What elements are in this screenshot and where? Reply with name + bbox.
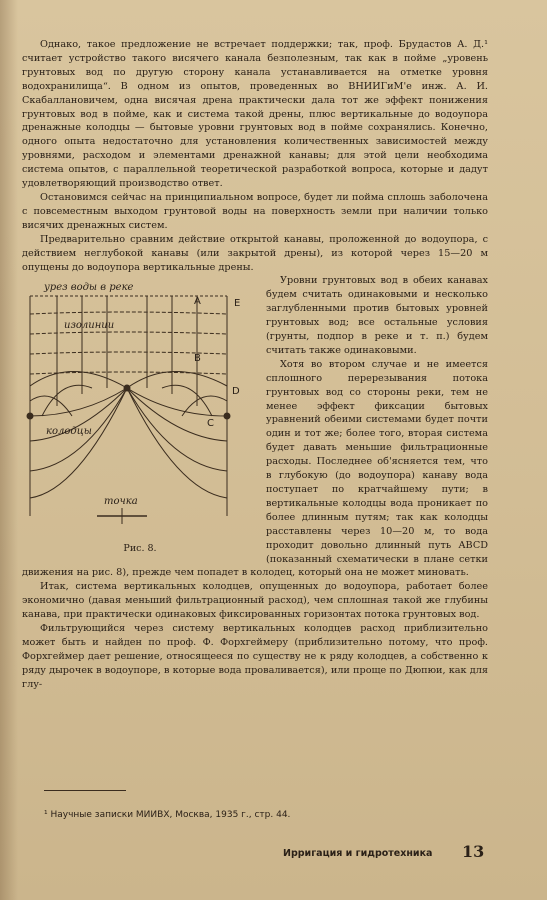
point-e-label: E bbox=[234, 298, 241, 310]
flow-net-diagram bbox=[22, 276, 258, 538]
fig-label-top: урез воды в реке bbox=[44, 282, 134, 294]
fig-label-isolines: изолинии bbox=[64, 320, 115, 332]
figure-8 bbox=[22, 276, 258, 561]
fig-label-bottom: точка bbox=[104, 496, 138, 508]
paragraph-6: Итак, система вертикальных колодцев, опущенных до водоупора, работает более экономично (давая меньший фильтрационный расход), чем сплошная такой же глубины канава, при практически одинаковых фиксированных горизонтах потока грунтовых вод. bbox=[22, 581, 488, 621]
journal-title: Ирригация и гидротехника bbox=[283, 848, 433, 859]
paragraph-1: Однако, такое предложение не встречает поддержки; так, проф. Брудастов А. Д.¹ считает устройство такого висячего канала безполезным, так как в пойме „уровень грунтовых вод по другую сторону канала устанавливается на отметке уровня водохранилища“. В одном из опытов, проведенных во ВНИИГиМ'е инж. А. И. Скабаллановичем, одна висячая дрена практически дала тот же эффект понижения грунтовых вод в пойме, как и система такой дрены, плюс вертикальные до водоупора дренажные колодцы — бытовые уровни грунтовых вод в пойме сохранялись. Конечно, одного опыта недостаточно для установления количественных зависимостей между уровнями, расходом и элементами дренажной канавы; для этой цели необходима система опытов, с параллельной теоретической разработкой вопроса, которые и дадут удовлетворяющий производство ответ. bbox=[22, 39, 488, 190]
fig-label-wells: колодцы bbox=[46, 426, 92, 438]
point-a-label: A bbox=[194, 296, 201, 308]
paragraph-2: Остановимся сейчас на принципиальном вопросе, будет ли пойма сплошь заболочена с повсеместным выходом грунтовой воды на поверхность земли при наличии только висячих дренажных систем. bbox=[22, 191, 488, 231]
paragraph-5: Хотя во втором случае и не имеется сплошного перерезывания потока грунтовых вод со стороны реки, тем не менее эффект фиксации бытовых уравнений обеими системами будет почти один и тот же; более того, вторая система будет давать меньшие фильтрационные расходы. Последнее об'ясняется тем, что в глубокую (до водоупора) канаву вода поступает по кратчайшему пути; в вертикальные колодцы вода проникает по более длинным путям; так как колодцы расставлены через 10—20 м, то вода проходит довольно длинный путь ABCD (показанный схематически в плане сетки движения на рис. 8), прежде чем попадет в колодец, который она не может миновать. bbox=[22, 358, 488, 579]
point-b-label: B bbox=[194, 353, 201, 365]
body-text bbox=[22, 38, 488, 692]
paragraph-3: Предварительно сравним действие открытой канавы, проложенной до водоупора, с действием неглубокой канавы (или закрытой дрены), из которой через 15—20 м опущены до водоупора вертикальные дрены. bbox=[22, 233, 488, 273]
figure-caption: Рис. 8. bbox=[123, 543, 157, 555]
point-c-label: C bbox=[207, 418, 214, 430]
point-d-label: D bbox=[232, 386, 240, 398]
footnote-separator bbox=[44, 790, 126, 791]
footnote: ¹ Научные записки МИИВХ, Москва, 1935 г., стр. 44. bbox=[44, 810, 291, 820]
page-number: 13 bbox=[462, 842, 485, 861]
paragraph-4: Уровни грунтовых вод в обеих канавах будем считать одинаковыми и несколько заглубленными против бытовых уровней грунтовых вод; все остальные условия (грунты, подпор в реке и т. п.) будем считать также одинаковыми. bbox=[266, 275, 488, 356]
paragraph-7: Фильтрующийся через систему вертикальных колодцев расход приблизительно может быть и найден по проф. Ф. Форхгеймеру (приблизительно потому, что проф. Форхгеймер дает решение, относящееся по существу не к ряду колодцев, а собственно к ряду дырочек в водоупоре, в которые вода проваливается), или проще по Дюпюи, как для глу- bbox=[22, 623, 488, 690]
